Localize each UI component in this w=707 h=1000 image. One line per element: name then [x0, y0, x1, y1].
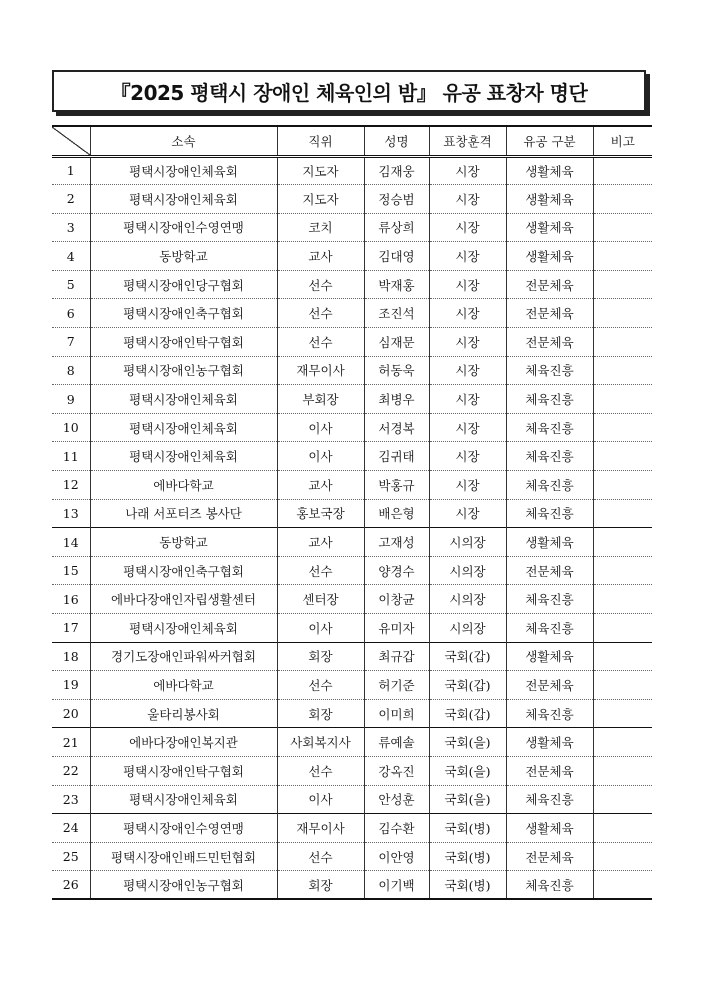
- row-name: 류예솔: [364, 728, 429, 757]
- row-name: 정승범: [364, 185, 429, 214]
- row-number: 8: [52, 356, 90, 385]
- row-position: 센터장: [277, 585, 364, 614]
- row-position: 부회장: [277, 385, 364, 414]
- row-remarks: [593, 328, 652, 357]
- row-remarks: [593, 585, 652, 614]
- row-number: 19: [52, 671, 90, 700]
- row-award-level: 국회(갑): [429, 671, 506, 700]
- row-number: 7: [52, 328, 90, 357]
- row-name: 허기준: [364, 671, 429, 700]
- row-award-level: 시장: [429, 413, 506, 442]
- header-merit-category: 유공 구분: [506, 126, 593, 156]
- table-row: [52, 785, 652, 814]
- table-row: [52, 471, 652, 500]
- header-affiliation: 소속: [90, 126, 277, 156]
- row-name: 최병우: [364, 385, 429, 414]
- row-merit-category: 전문체육: [506, 671, 593, 700]
- row-affiliation: 에바다장애인자립생활센터: [90, 585, 277, 614]
- row-affiliation: 평택시장애인체육회: [90, 413, 277, 442]
- row-remarks: [593, 499, 652, 528]
- row-remarks: [593, 699, 652, 728]
- row-affiliation: 평택시장애인축구협회: [90, 556, 277, 585]
- row-remarks: [593, 413, 652, 442]
- row-affiliation: 평택시장애인체육회: [90, 614, 277, 643]
- row-position: 홍보국장: [277, 499, 364, 528]
- header-corner-diagonal: [52, 126, 90, 156]
- row-award-level: 시의장: [429, 585, 506, 614]
- row-remarks: [593, 528, 652, 557]
- table-row: [52, 213, 652, 242]
- row-number: 2: [52, 185, 90, 214]
- row-award-level: 시장: [429, 471, 506, 500]
- row-number: 5: [52, 270, 90, 299]
- row-name: 유미자: [364, 614, 429, 643]
- row-position: 회장: [277, 871, 364, 900]
- row-affiliation: 평택시장애인탁구협회: [90, 756, 277, 785]
- row-name: 이기백: [364, 871, 429, 900]
- row-number: 3: [52, 213, 90, 242]
- row-remarks: [593, 871, 652, 900]
- row-position: 이사: [277, 785, 364, 814]
- table-row: [52, 328, 652, 357]
- row-award-level: 국회(을): [429, 785, 506, 814]
- row-affiliation: 평택시장애인농구협회: [90, 356, 277, 385]
- row-remarks: [593, 185, 652, 214]
- row-position: 재무이사: [277, 814, 364, 843]
- table-row: [52, 413, 652, 442]
- table-row: [52, 842, 652, 871]
- row-merit-category: 체육진흥: [506, 471, 593, 500]
- row-affiliation: 평택시장애인체육회: [90, 785, 277, 814]
- row-affiliation: 동방학교: [90, 528, 277, 557]
- row-merit-category: 생활체육: [506, 185, 593, 214]
- row-merit-category: 체육진흥: [506, 785, 593, 814]
- row-award-level: 국회(병): [429, 842, 506, 871]
- row-merit-category: 체육진흥: [506, 442, 593, 471]
- row-merit-category: 체육진흥: [506, 585, 593, 614]
- header-remarks: 비고: [593, 126, 652, 156]
- row-number: 14: [52, 528, 90, 557]
- row-merit-category: 체육진흥: [506, 356, 593, 385]
- row-remarks: [593, 814, 652, 843]
- row-award-level: 시의장: [429, 614, 506, 643]
- row-position: 교사: [277, 242, 364, 271]
- row-position: 코치: [277, 213, 364, 242]
- row-name: 박재홍: [364, 270, 429, 299]
- row-award-level: 시장: [429, 328, 506, 357]
- row-award-level: 시의장: [429, 528, 506, 557]
- row-affiliation: 나래 서포터즈 봉사단: [90, 499, 277, 528]
- row-name: 배은형: [364, 499, 429, 528]
- row-affiliation: 경기도장애인파워싸커협회: [90, 642, 277, 671]
- row-number: 23: [52, 785, 90, 814]
- row-remarks: [593, 614, 652, 643]
- row-position: 회장: [277, 642, 364, 671]
- row-affiliation: 평택시장애인수영연맹: [90, 814, 277, 843]
- row-remarks: [593, 385, 652, 414]
- row-award-level: 시장: [429, 270, 506, 299]
- row-number: 16: [52, 585, 90, 614]
- row-award-level: 시장: [429, 185, 506, 214]
- row-merit-category: 생활체육: [506, 156, 593, 185]
- row-remarks: [593, 642, 652, 671]
- row-position: 선수: [277, 756, 364, 785]
- row-name: 이미희: [364, 699, 429, 728]
- row-award-level: 시장: [429, 442, 506, 471]
- row-number: 9: [52, 385, 90, 414]
- row-merit-category: 전문체육: [506, 842, 593, 871]
- table-row: [52, 299, 652, 328]
- row-position: 재무이사: [277, 356, 364, 385]
- row-position: 사회복지사: [277, 728, 364, 757]
- row-position: 교사: [277, 528, 364, 557]
- row-name: 이창균: [364, 585, 429, 614]
- row-merit-category: 생활체육: [506, 213, 593, 242]
- row-position: 선수: [277, 299, 364, 328]
- table-row: [52, 585, 652, 614]
- row-merit-category: 체육진흥: [506, 499, 593, 528]
- row-name: 허동욱: [364, 356, 429, 385]
- row-number: 12: [52, 471, 90, 500]
- row-position: 회장: [277, 699, 364, 728]
- row-position: 이사: [277, 614, 364, 643]
- table-row: [52, 871, 652, 900]
- row-merit-category: 전문체육: [506, 756, 593, 785]
- row-merit-category: 전문체육: [506, 270, 593, 299]
- row-remarks: [593, 785, 652, 814]
- row-remarks: [593, 671, 652, 700]
- table-row: [52, 756, 652, 785]
- row-name: 최규갑: [364, 642, 429, 671]
- row-position: 선수: [277, 842, 364, 871]
- row-award-level: 국회(병): [429, 814, 506, 843]
- row-number: 13: [52, 499, 90, 528]
- row-name: 강옥진: [364, 756, 429, 785]
- table-row: [52, 556, 652, 585]
- row-number: 26: [52, 871, 90, 900]
- row-remarks: [593, 556, 652, 585]
- row-affiliation: 동방학교: [90, 242, 277, 271]
- row-remarks: [593, 728, 652, 757]
- row-number: 15: [52, 556, 90, 585]
- row-merit-category: 생활체육: [506, 642, 593, 671]
- row-number: 24: [52, 814, 90, 843]
- table-row: [52, 642, 652, 671]
- row-merit-category: 체육진흥: [506, 699, 593, 728]
- row-name: 류상희: [364, 213, 429, 242]
- table-row: [52, 385, 652, 414]
- table-row: [52, 728, 652, 757]
- row-position: 선수: [277, 556, 364, 585]
- row-merit-category: 전문체육: [506, 556, 593, 585]
- row-position: 이사: [277, 413, 364, 442]
- row-affiliation: 에바다학교: [90, 471, 277, 500]
- header-name: 성명: [364, 126, 429, 156]
- row-merit-category: 생활체육: [506, 728, 593, 757]
- row-affiliation: 평택시장애인축구협회: [90, 299, 277, 328]
- table-row: [52, 156, 652, 185]
- document-title: 『2025 평택시 장애인 체육인의 밤』 유공 표창자 명단: [110, 80, 588, 105]
- table-row: [52, 356, 652, 385]
- row-affiliation: 에바다장애인복지관: [90, 728, 277, 757]
- row-affiliation: 평택시장애인수영연맹: [90, 213, 277, 242]
- row-remarks: [593, 442, 652, 471]
- row-merit-category: 생활체육: [506, 814, 593, 843]
- table-row: [52, 185, 652, 214]
- header-award-level: 표창훈격: [429, 126, 506, 156]
- row-award-level: 시장: [429, 213, 506, 242]
- table-row: [52, 270, 652, 299]
- row-name: 박홍규: [364, 471, 429, 500]
- row-name: 김대영: [364, 242, 429, 271]
- row-affiliation: 에바다학교: [90, 671, 277, 700]
- table-body: [52, 156, 652, 899]
- row-award-level: 국회(갑): [429, 642, 506, 671]
- row-remarks: [593, 756, 652, 785]
- row-number: 11: [52, 442, 90, 471]
- row-remarks: [593, 213, 652, 242]
- table-row: [52, 242, 652, 271]
- table-row: [52, 814, 652, 843]
- row-merit-category: 전문체육: [506, 328, 593, 357]
- table-row: [52, 499, 652, 528]
- table-row: [52, 614, 652, 643]
- table-row: [52, 442, 652, 471]
- row-remarks: [593, 471, 652, 500]
- row-number: 4: [52, 242, 90, 271]
- row-merit-category: 생활체육: [506, 242, 593, 271]
- table-header-row: [52, 126, 652, 156]
- row-name: 안성훈: [364, 785, 429, 814]
- row-award-level: 시장: [429, 299, 506, 328]
- row-award-level: 국회(갑): [429, 699, 506, 728]
- row-affiliation: 평택시장애인당구협회: [90, 270, 277, 299]
- row-name: 심재문: [364, 328, 429, 357]
- row-remarks: [593, 299, 652, 328]
- header-position: 직위: [277, 126, 364, 156]
- row-merit-category: 생활체육: [506, 528, 593, 557]
- row-name: 고재성: [364, 528, 429, 557]
- row-position: 이사: [277, 442, 364, 471]
- row-remarks: [593, 842, 652, 871]
- row-award-level: 시장: [429, 385, 506, 414]
- row-position: 지도자: [277, 185, 364, 214]
- table-row: [52, 528, 652, 557]
- row-award-level: 시장: [429, 356, 506, 385]
- row-affiliation: 평택시장애인체육회: [90, 185, 277, 214]
- row-award-level: 시장: [429, 242, 506, 271]
- award-recipients-table: [52, 125, 652, 900]
- row-award-level: 시장: [429, 499, 506, 528]
- row-number: 10: [52, 413, 90, 442]
- row-number: 20: [52, 699, 90, 728]
- row-award-level: 시의장: [429, 556, 506, 585]
- row-affiliation: 평택시장애인체육회: [90, 156, 277, 185]
- row-name: 양경수: [364, 556, 429, 585]
- row-award-level: 국회(을): [429, 756, 506, 785]
- row-name: 김귀태: [364, 442, 429, 471]
- row-remarks: [593, 356, 652, 385]
- row-name: 김수환: [364, 814, 429, 843]
- row-name: 김재웅: [364, 156, 429, 185]
- row-merit-category: 체육진흥: [506, 413, 593, 442]
- row-name: 조진석: [364, 299, 429, 328]
- row-award-level: 국회(병): [429, 871, 506, 900]
- row-number: 6: [52, 299, 90, 328]
- table-row: [52, 671, 652, 700]
- row-award-level: 시장: [429, 156, 506, 185]
- row-remarks: [593, 242, 652, 271]
- table-row: [52, 699, 652, 728]
- row-number: 17: [52, 614, 90, 643]
- row-merit-category: 체육진흥: [506, 385, 593, 414]
- row-award-level: 국회(을): [429, 728, 506, 757]
- row-number: 21: [52, 728, 90, 757]
- row-affiliation: 평택시장애인배드민턴협회: [90, 842, 277, 871]
- document-title-box: [52, 70, 646, 112]
- row-position: 선수: [277, 328, 364, 357]
- row-remarks: [593, 156, 652, 185]
- row-number: 18: [52, 642, 90, 671]
- row-remarks: [593, 270, 652, 299]
- row-affiliation: 평택시장애인체육회: [90, 442, 277, 471]
- row-name: 서경복: [364, 413, 429, 442]
- row-affiliation: 울타리봉사회: [90, 699, 277, 728]
- row-affiliation: 평택시장애인농구협회: [90, 871, 277, 900]
- row-position: 지도자: [277, 156, 364, 185]
- row-number: 22: [52, 756, 90, 785]
- row-merit-category: 전문체육: [506, 299, 593, 328]
- row-affiliation: 평택시장애인체육회: [90, 385, 277, 414]
- row-merit-category: 체육진흥: [506, 614, 593, 643]
- row-number: 1: [66, 163, 75, 179]
- row-number: 25: [52, 842, 90, 871]
- row-position: 교사: [277, 471, 364, 500]
- row-name: 이안영: [364, 842, 429, 871]
- row-merit-category: 체육진흥: [506, 871, 593, 900]
- row-affiliation: 평택시장애인탁구협회: [90, 328, 277, 357]
- row-position: 선수: [277, 270, 364, 299]
- row-position: 선수: [277, 671, 364, 700]
